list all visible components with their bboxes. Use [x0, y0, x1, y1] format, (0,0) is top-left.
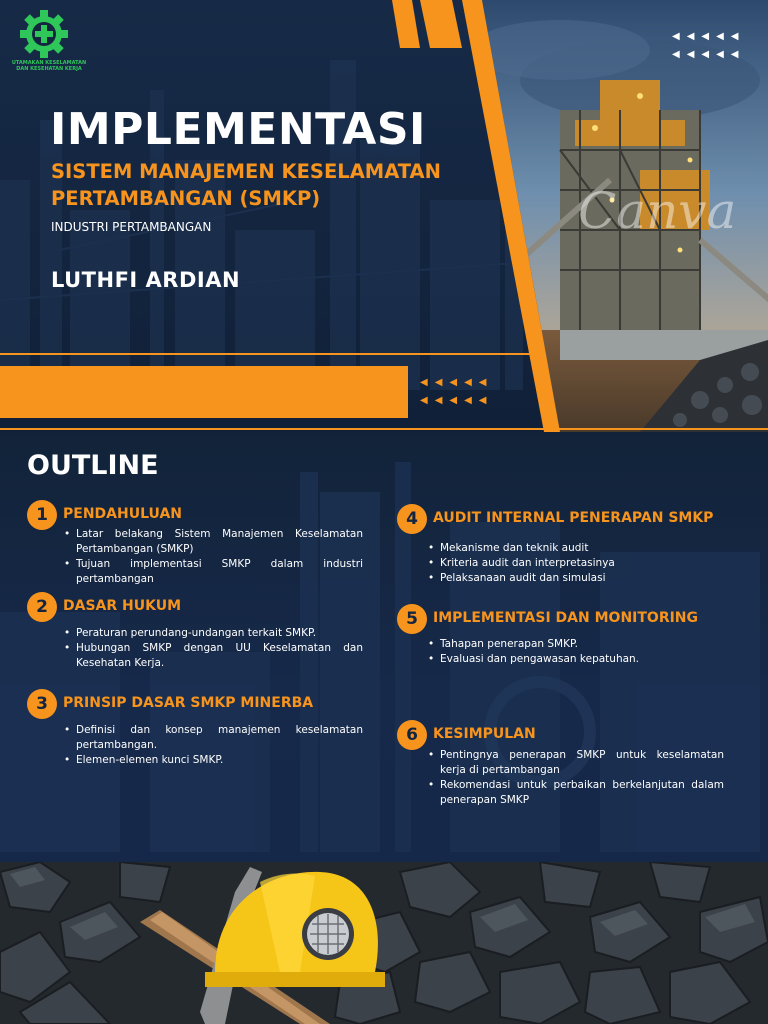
section-number-badge: 4: [397, 504, 427, 534]
section-list: [427, 748, 724, 808]
list-item: • Mekanisme dan teknik audit: [427, 541, 724, 556]
list-item: • Kriteria audit dan interpretasinya: [427, 556, 724, 571]
section-title-kesimpulan: KESIMPULAN: [433, 726, 536, 742]
section-number-badge: 5: [397, 604, 427, 634]
section-list: [427, 541, 724, 586]
list-item: • Pentingnya penerapan SMKP untuk keselamatan kerja di pertambangan: [427, 748, 724, 778]
chevron-left-icon: ◀◀◀◀◀ ◀◀◀◀◀: [672, 31, 746, 60]
outline-title: OUTLINE: [27, 450, 159, 481]
accent-bar: [0, 366, 408, 418]
list-item: • Peraturan perundang-undangan terkait SMKP.: [63, 626, 363, 641]
list-item: • Rekomendasi untuk perbaikan berkelanjutan dalam penerapan SMKP: [427, 778, 724, 808]
section-list: [427, 637, 724, 667]
section-title-prinsip-dasar: PRINSIP DASAR SMKP MINERBA: [63, 695, 314, 711]
divider-line: [0, 353, 530, 355]
page-subtitle: SISTEM MANAJEMEN KESELAMATAN PERTAMBANGAN (SMKP): [51, 160, 441, 210]
coal-helmet-illustration: [0, 862, 768, 1024]
list-item: • Tahapan penerapan SMKP.: [427, 637, 724, 652]
chevron-left-icon: ◀◀◀◀◀ ◀◀◀◀◀: [420, 377, 494, 406]
logo-caption: UTAMAKAN KESELAMATAN DAN KESEHATAN KERJA: [11, 60, 87, 72]
list-item: • Tujuan implementasi SMKP dalam industri pertambangan: [63, 557, 363, 587]
coal-helmet-photo: [0, 862, 768, 1024]
section-title-pendahuluan: PENDAHULUAN: [63, 506, 182, 522]
list-item: • Latar belakang Sistem Manajemen Keselamatan Pertambangan (SMKP): [63, 527, 363, 557]
section-title-implementasi-monitoring: IMPLEMENTASI DAN MONITORING: [433, 610, 699, 626]
list-item: • Hubungan SMKP dengan UU Keselamatan dan Kesehatan Kerja.: [63, 641, 363, 671]
section-title-dasar-hukum: DASAR HUKUM: [63, 598, 182, 614]
hero-section: [0, 0, 768, 432]
section-list: [63, 723, 363, 768]
list-item: • Pelaksanaan audit dan simulasi: [427, 571, 724, 586]
list-item: • Elemen-elemen kunci SMKP.: [63, 753, 363, 768]
section-title-audit-internal: AUDIT INTERNAL PENERAPAN SMKP: [433, 510, 714, 526]
list-item: • Definisi dan konsep manajemen keselamatan pertambangan.: [63, 723, 363, 753]
list-item: • Evaluasi dan pengawasan kepatuhan.: [427, 652, 724, 667]
section-list: [63, 527, 363, 587]
tagline: INDUSTRI PERTAMBANGAN: [51, 220, 212, 234]
author-name: LUTHFI ARDIAN: [51, 268, 241, 292]
divider-line-bottom: [0, 428, 768, 430]
section-number-badge: 2: [27, 592, 57, 622]
section-list: [63, 626, 363, 671]
section-number-badge: 1: [27, 500, 57, 530]
section-number-badge: 3: [27, 689, 57, 719]
canva-watermark: Canva: [578, 182, 737, 240]
section-number-badge: 6: [397, 720, 427, 750]
page-title: IMPLEMENTASI: [50, 104, 426, 155]
